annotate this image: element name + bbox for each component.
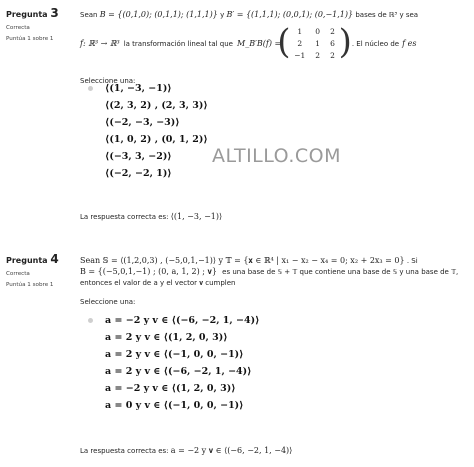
radio-icon[interactable] [88, 386, 93, 391]
q3-text: . El núcleo de [351, 40, 400, 48]
radio-icon[interactable] [88, 171, 93, 176]
matrix-left-paren: ( [277, 22, 291, 62]
question-3-info [6, 6, 72, 42]
q3-text: Sean [80, 11, 98, 19]
question-3-label: Pregunta [6, 10, 48, 19]
radio-icon[interactable] [88, 318, 93, 323]
question-4-info [6, 252, 72, 288]
q4-option-6[interactable] [88, 397, 244, 413]
radio-icon[interactable] [88, 403, 93, 408]
q3-option-6[interactable] [88, 165, 172, 181]
answer-value: ⟨(1, −3, −1)⟩ [170, 212, 223, 221]
answer-value: a = −2 y 𝐯 ∈ ⟨(−6, −2, 1, −4)⟩ [170, 446, 293, 455]
q3-option-4[interactable] [88, 131, 208, 147]
watermark-logo: ALTILLO.COM [212, 145, 342, 167]
q3-basis-b: B = {(0,1,0); (0,1,1); (1,1,1)} [99, 10, 218, 19]
question-3-answer [80, 212, 222, 221]
q4-text: . Si [406, 257, 418, 265]
question-3-status: Correcta [6, 25, 30, 31]
matrix-cell: 2 [330, 27, 335, 36]
matrix-cell: 2 [297, 39, 303, 48]
radio-icon[interactable] [88, 137, 93, 142]
question-4-number: 4 [50, 252, 59, 266]
option-label: ⟨(−2, −3, −3)⟩ [105, 116, 180, 128]
option-label: a = 0 y 𝐯 ∈ ⟨(−1, 0, 0, −1)⟩ [105, 399, 244, 411]
matrix-right-paren: ) [338, 22, 352, 62]
q4-text: es una base de 𝕊 + 𝕋 que contiene una base de 𝕊 y una base de 𝕋, [222, 268, 459, 276]
option-label: ⟨(1, −3, −1)⟩ [105, 82, 172, 94]
question-3-prompt: Seleccione una: [80, 77, 136, 85]
answer-label: La respuesta correcta es: [80, 447, 169, 455]
q4-option-1[interactable] [88, 312, 259, 328]
radio-icon[interactable] [88, 352, 93, 357]
option-label: ⟨(1, 0, 2) , (0, 1, 2)⟩ [105, 133, 208, 145]
q3-text: f es [402, 39, 417, 48]
radio-icon[interactable] [88, 103, 93, 108]
matrix-row [289, 50, 340, 62]
option-label: a = 2 y 𝐯 ∈ ⟨(1, 2, 0, 3)⟩ [105, 331, 228, 343]
radio-icon[interactable] [88, 335, 93, 340]
question-3-number: 3 [50, 6, 59, 20]
matrix-table [289, 26, 340, 62]
matrix-cell: 1 [297, 27, 303, 36]
q3-text: y [220, 11, 225, 19]
question-3-title [6, 6, 72, 20]
q3-text: bases de ℝ³ y sea [355, 11, 419, 19]
q3-option-5[interactable] [88, 148, 172, 164]
option-label: a = 2 y 𝐯 ∈ ⟨(−6, −2, 1, −4)⟩ [105, 365, 252, 377]
question-4-prompt: Seleccione una: [80, 298, 136, 306]
matrix-cell: 1 [315, 39, 321, 48]
question-4-title [6, 252, 72, 266]
answer-label: La respuesta correcta es: [80, 213, 169, 221]
matrix-cell: −1 [294, 51, 306, 60]
question-4-statement-line2 [80, 267, 470, 277]
option-label: ⟨(2, 3, 2) , (2, 3, 3)⟩ [105, 99, 208, 111]
q4-option-4[interactable] [88, 363, 251, 379]
question-4-body [80, 256, 470, 307]
question-4-answer [80, 446, 292, 456]
option-label: ⟨(−2, −2, 1)⟩ [105, 167, 172, 179]
q4-text: Sean 𝕊 = ⟨(1,2,0,3) , (−5,0,1,−1)⟩ y 𝕋 = {𝐱 ∈ ℝ⁴ | x₁ − x₂ − x₄ = 0; x₂ + 2x₃ = 0} [80, 256, 405, 265]
question-4-label: Pregunta [6, 256, 48, 265]
question-3-body [80, 10, 470, 86]
q3-option-3[interactable] [88, 114, 180, 130]
matrix-cell: 2 [330, 51, 335, 60]
matrix-cell: 0 [315, 27, 321, 36]
option-label: a = −2 y 𝐯 ∈ ⟨(1, 2, 0, 3)⟩ [105, 382, 236, 394]
q3-function: f: ℝ³ → ℝ³ [80, 39, 120, 48]
question-3-statement-line2 [80, 22, 470, 62]
question-3-options [88, 80, 388, 190]
matrix-cell: 6 [330, 39, 335, 48]
option-label: a = 2 y 𝐯 ∈ ⟨(−1, 0, 0, −1)⟩ [105, 348, 244, 360]
question-4-status: Correcta [6, 271, 30, 277]
question-4-statement-line3: entonces el valor de a y el vector 𝐯 cumplen [80, 279, 236, 287]
matrix-row [289, 26, 340, 38]
radio-icon[interactable] [88, 86, 93, 91]
q4-option-3[interactable] [88, 346, 244, 362]
q3-matrix-label: M_B′B(f) = [237, 39, 282, 48]
q4-option-5[interactable] [88, 380, 236, 396]
radio-icon[interactable] [88, 369, 93, 374]
q4-text: B = {(−5,0,1,−1) ; (0, a, 1, 2) ; 𝐯} [80, 267, 217, 276]
radio-icon[interactable] [88, 120, 93, 125]
question-3-score: Puntúa 1 sobre 1 [6, 36, 54, 42]
matrix-row [289, 38, 340, 50]
q4-option-2[interactable] [88, 329, 228, 345]
question-4-options [88, 312, 468, 422]
q3-text: la transformación lineal tal que [123, 40, 233, 48]
option-label: a = −2 y 𝐯 ∈ ⟨(−6, −2, 1, −4)⟩ [105, 314, 260, 326]
question-3-statement-line1 [80, 10, 470, 20]
q3-option-1[interactable] [88, 80, 172, 96]
matrix-cell: 2 [315, 51, 321, 60]
q3-basis-bprime: B′ = {(1,1,1); (0,0,1); (0,−1,1)} [226, 10, 354, 19]
radio-icon[interactable] [88, 154, 93, 159]
q3-option-2[interactable] [88, 97, 208, 113]
option-label: ⟨(−3, 3, −2)⟩ [105, 150, 172, 162]
question-4-score: Puntúa 1 sobre 1 [6, 282, 54, 288]
q3-matrix [277, 22, 352, 62]
question-4-statement-line1 [80, 256, 470, 266]
